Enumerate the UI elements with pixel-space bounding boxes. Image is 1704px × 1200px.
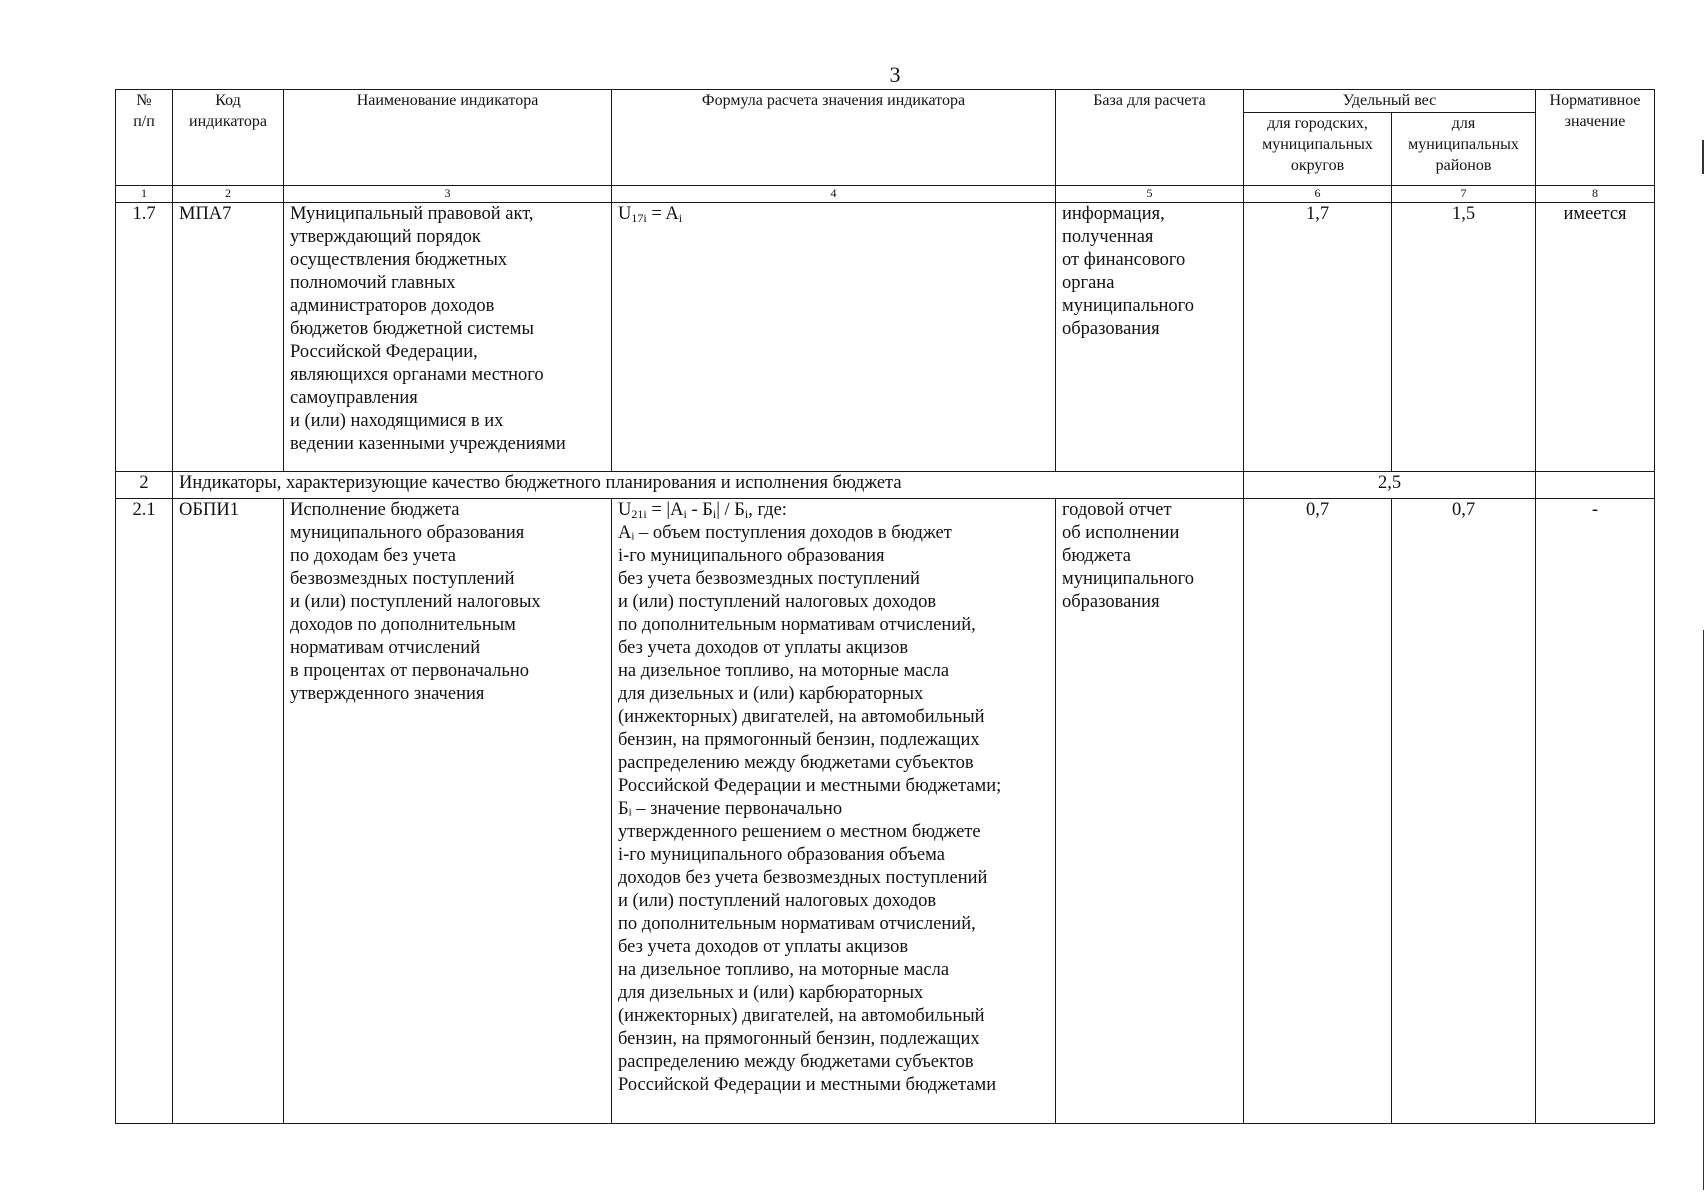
column-number: 8: [1536, 186, 1655, 203]
column-number: 5: [1056, 186, 1244, 203]
formula-subscript: i: [678, 211, 683, 225]
weight-city: 0,7: [1244, 499, 1392, 1124]
row-number: 2.1: [116, 499, 173, 1124]
formula-description: Aᵢ – объем поступления доходов в бюджет i-го муниципального образования без учета безвозмездных поступлений и (или) поступлений налоговых доходов по дополнительным нормативам отчислений, без учета доходов от уплаты акцизов на дизельное топливо, на моторные масла для дизельных и (или) карбюраторных (инжекторных) двигателей, на автомобильный бензин, на прямогонный бензин, подлежащих распределению между бюджетами субъектов Российской Федерации и местными бюджетами; Бᵢ – значение первоначально утвержденного решением о местном бюджете i-го муниципального образования объема доходов без учета безвозмездных поступлений и (или) поступлений налоговых доходов по дополнительным нормативам отчислений, без учета доходов от уплаты акцизов на дизельное топливо, на моторные масла для дизельных и (или) карбюраторных (инжекторных) двигателей, на автомобильный бензин, на прямогонный бензин, подлежащих распределению между бюджетами субъектов Российской Федерации и местными бюджетами: [618, 523, 1002, 1095]
header-code: Код индикатора: [173, 90, 284, 186]
header-weight: Удельный вес: [1244, 90, 1536, 113]
formula-text: U: [618, 500, 632, 520]
column-number: 3: [284, 186, 612, 203]
formula-text: = |A: [646, 500, 684, 520]
header-row: [116, 90, 1655, 113]
table-row-2-1: [116, 499, 1655, 1124]
indicator-code: ОБПИ1: [173, 499, 284, 1124]
weight-city: 1,7: [1244, 203, 1392, 472]
row-number: 1.7: [116, 203, 173, 472]
header-no: № п/п: [116, 90, 173, 186]
column-number: 4: [612, 186, 1056, 203]
weight-district: 0,7: [1392, 499, 1536, 1124]
formula-subscript: 17i: [631, 211, 647, 225]
formula-text: = A: [646, 204, 679, 224]
section-number: 2: [116, 472, 173, 499]
section-row-2: [116, 472, 1655, 499]
indicator-code: МПА7: [173, 203, 284, 472]
calculation-base: информация, полученная от финансового органа муниципального образования: [1056, 203, 1244, 472]
indicator-formula: [612, 203, 1056, 472]
column-number: 2: [173, 186, 284, 203]
header-base: База для расчета: [1056, 90, 1244, 186]
formula-text: , где:: [748, 500, 787, 520]
indicator-table: [115, 89, 1655, 1124]
formula-subscript: i: [683, 507, 687, 521]
header-weight-city: для городских, муниципальных округов: [1244, 113, 1392, 186]
weight-district: 1,5: [1392, 203, 1536, 472]
header-formula: Формула расчета значения индикатора: [612, 90, 1056, 186]
table-row-1-7: [116, 203, 1655, 472]
formula-subscript: i: [712, 507, 717, 521]
indicator-name: Исполнение бюджета муниципального образования по доходам без учета безвозмездных поступлений и (или) поступлений налоговых доходов по дополнительным нормативам отчислений в процентах от первоначально утвержденного значения: [284, 499, 612, 1124]
indicator-formula: [612, 499, 1056, 1124]
section-weight: 2,5: [1244, 472, 1536, 499]
column-number: 6: [1244, 186, 1392, 203]
formula-text: U: [618, 204, 632, 224]
indicator-name: Муниципальный правовой акт, утверждающий порядок осуществления бюджетных полномочий главных администраторов доходов бюджетов бюджетной системы Российской Федерации, являющихся органами местного самоуправления и (или) находящимися в их ведении казенными учреждениями: [284, 203, 612, 472]
normative-value: -: [1536, 499, 1655, 1124]
page-number: 3: [889, 62, 901, 87]
header-name: Наименование индикатора: [284, 90, 612, 186]
formula-text: | / Б: [716, 500, 745, 520]
column-number-row: [116, 186, 1655, 203]
header-weight-district: для муниципальных районов: [1392, 113, 1536, 186]
column-number: 1: [116, 186, 173, 203]
calculation-base: годовой отчет об исполнении бюджета муниципального образования: [1056, 499, 1244, 1124]
formula-subscript: i: [744, 507, 749, 521]
section-title: Индикаторы, характеризующие качество бюджетного планирования и исполнения бюджета: [173, 472, 1244, 499]
header-normative: Нормативное значение: [1536, 90, 1655, 186]
normative-value: имеется: [1536, 203, 1655, 472]
formula-header: [618, 499, 1049, 522]
formula-text: - Б: [686, 500, 713, 520]
section-normative-empty: [1536, 472, 1655, 499]
formula-subscript: 21i: [631, 507, 647, 521]
column-number: 7: [1392, 186, 1536, 203]
